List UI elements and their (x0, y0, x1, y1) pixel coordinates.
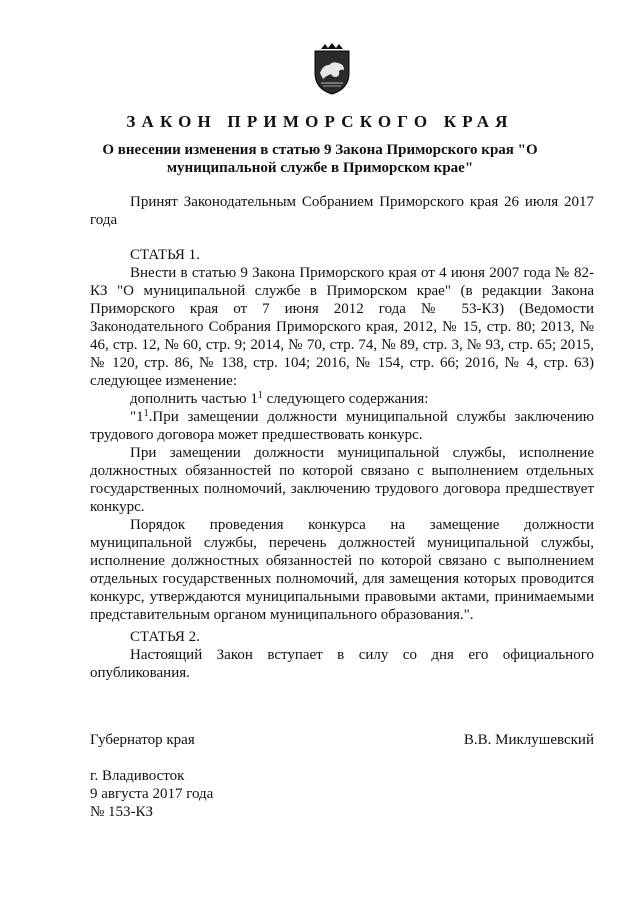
article-1-heading: СТАТЬЯ 1. (130, 247, 200, 263)
adoption-block (90, 193, 594, 229)
law-title: ЗАКОН ПРИМОРСКОГО КРАЯ (126, 112, 514, 131)
article-1-addition (90, 390, 594, 408)
date: 9 августа 2017 года (90, 786, 214, 802)
article-1-quote (90, 408, 594, 444)
signatory-position: Губернатор края (90, 732, 195, 748)
law-number: № 153-КЗ (90, 804, 154, 820)
law-subtitle: О внесении изменения в статью 9 Закона Приморского края "О муниципальной службе в Приморском крае" (102, 142, 538, 176)
article-1-paragraph-3: Порядок проведения конкурса на замещение должности муниципальной службы, перечень должностей муниципальной службы, исполнение должностных обязанностей по которой связано с выполнением отдельных государственных полномочий, для замещения которых проводится конкурс, утверждаются муниципальными правовыми актами, принимаемыми представительным органом муниципального образования.". (90, 517, 594, 623)
quote-text: .При замещении должности муниципальной службы заключению трудового договора может предшествовать конкурс. (90, 409, 594, 443)
city: г. Владивосток (90, 768, 185, 784)
addition-text-end: следующего содержания: (262, 391, 429, 407)
article-1 (90, 246, 594, 624)
quote-superscript: 1 (143, 408, 149, 419)
article-2-text: Настоящий Закон вступает в силу со дня его официального опубликования. (90, 647, 594, 681)
adoption-text: Принят Законодательным Собранием Приморского края 26 июля 2017 года (90, 194, 594, 228)
signatory-name: В.В. Миклушевский (463, 732, 594, 748)
quote-start: "1 (130, 409, 144, 425)
place-date-block (90, 767, 213, 821)
coat-of-arms-icon (311, 43, 353, 95)
article-1-paragraph-2: При замещении должности муниципальной службы, исполнение должностных обязанностей по которой связано с выполнением отдельных государственных полномочий, заключению трудового договора предшествует конкурс. (90, 445, 594, 515)
addition-text: дополнить частью 1 (130, 391, 258, 407)
addition-superscript: 1 (257, 390, 263, 401)
article-2 (90, 628, 594, 682)
article-2-heading: СТАТЬЯ 2. (130, 629, 200, 645)
article-1-intro: Внести в статью 9 Закона Приморского края от 4 июня 2007 года № 82-КЗ "О муниципальной службе в Приморском крае" (в редакции Закона Приморского края от 7 июня 2012 года № 53-КЗ) (Ведомости Законодательного Собрания Приморского края, 2012, № 15, стр. 80; 2013, № 46, стр. 12, № 60, стр. 9; 2014, № 70, стр. 74, № 89, стр. 3, № 93, стр. 65; 2015, № 120, стр. 86, № 138, стр. 104; 2016, № 154, стр. 66; 2016, № 4, стр. 63) следующее изменение: (90, 265, 594, 389)
